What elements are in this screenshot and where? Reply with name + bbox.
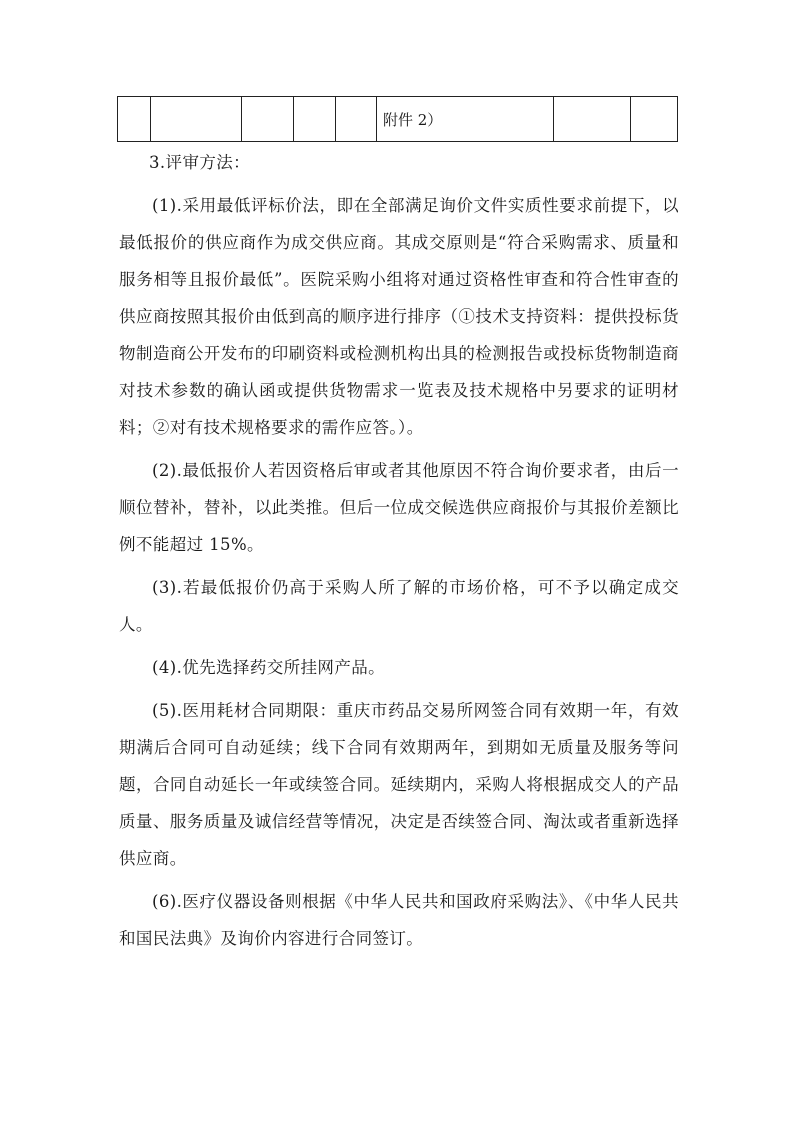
paragraph-5: (5).医用耗材合同期限：重庆市药品交易所网签合同有效期一年，有效期满后合同可自动延续；线下合同有效期两年，到期如无质量及服务等问题，合同自动延长一年或续签合同。延续期内，采购人将根据成交人的产品质量、服务质量及诚信经营等情况，决定是否续签合同、淘汰或者重新选择供应商。 [119, 701, 679, 868]
table-cell [336, 97, 377, 142]
table-row [118, 97, 678, 142]
table-cell [118, 97, 151, 142]
table-cell [631, 97, 678, 142]
paragraph-4: (4).优先选择药交所挂网产品。 [152, 658, 386, 677]
paragraph-2: (2).最低报价人若因资格后审或者其他原因不符合询价要求者，由后一顺位替补，替补，以此类推。但后一位成交候选供应商报价与其报价差额比例不能超过 15%。 [119, 461, 679, 554]
table-cell-attachment: 附件 2） [377, 97, 554, 142]
table-cell [151, 97, 242, 142]
paragraph-6: (6).医疗仪器设备则根据《中华人民共和国政府采购法》、《中华人民共和国民法典》及询价内容进行合同签订。 [119, 892, 679, 948]
table-cell [242, 97, 294, 142]
document-body [119, 144, 679, 957]
table-fragment [117, 96, 678, 142]
table-cell [554, 97, 631, 142]
section-heading: 3.评审方法： [149, 153, 251, 172]
paragraph-1: (1).采用最低评标价法，即在全部满足询价文件实质性要求前提下，以最低报价的供应商作为成交供应商。其成交原则是“符合采购需求、质量和服务相等且报价最低”。医院采购小组将对通过资格性审查和符合性审查的供应商按照其报价由低到高的顺序进行排序（①技术支持资料：提供投标货物制造商公开发布的印刷资料或检测机构出具的检测报告或投标货物制造商对技术参数的确认函或提供货物需求一览表及技术规格中另要求的证明材料；②对有技术规格要求的需作应答。）。 [119, 196, 679, 437]
paragraph-3: (3).若最低报价仍高于采购人所了解的市场价格，可不予以确定成交人。 [119, 578, 679, 634]
table-cell [294, 97, 336, 142]
